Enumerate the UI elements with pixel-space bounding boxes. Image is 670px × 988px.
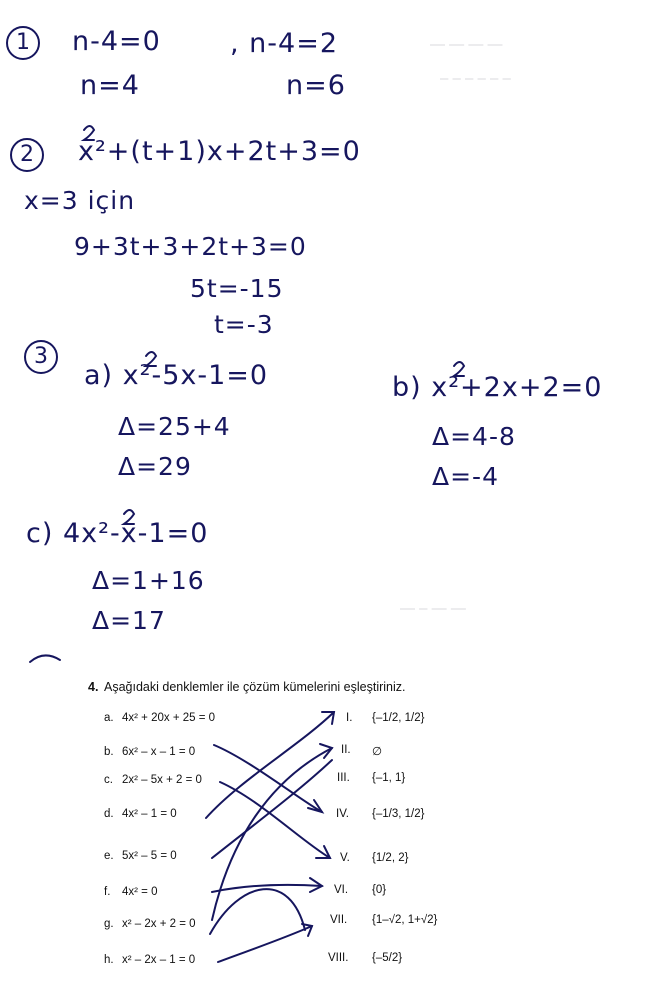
q3c-line-2: Δ=1+16 — [92, 566, 205, 595]
bleed-through-text: – – – – – – — [440, 70, 511, 87]
question-3-number: 3 — [24, 340, 58, 374]
equation-text: x² – 2x + 2 = 0 — [122, 918, 196, 930]
equation-letter: b. — [104, 746, 114, 758]
equation-letter: h. — [104, 954, 114, 966]
q2-line-5: t=-3 — [214, 310, 274, 339]
equation-text: 5x² – 5 = 0 — [122, 850, 177, 862]
equation-letter: f. — [104, 886, 111, 898]
equation-letter: d. — [104, 808, 114, 820]
solution-roman: IV. — [336, 808, 350, 820]
equation-letter: e. — [104, 850, 114, 862]
solution-set: {1–√2, 1+√2} — [372, 914, 438, 926]
solution-roman: I. — [346, 712, 353, 724]
question-4-title: Aşağıdaki denklemler ile çözüm kümelerini eşleştiriniz. — [104, 680, 406, 694]
solution-set: {1/2, 2} — [372, 852, 409, 864]
q1-line-2: , n-4=2 — [230, 28, 338, 59]
solution-roman: VI. — [334, 884, 349, 896]
bleed-through-text: — — — — — [430, 36, 503, 53]
question-4-number: 4. — [88, 680, 99, 694]
solution-set: {–1/2, 1/2} — [372, 712, 425, 724]
equation-letter: g. — [104, 918, 114, 930]
equation-text: 4x² – 1 = 0 — [122, 808, 177, 820]
equation-letter: c. — [104, 774, 113, 786]
question-2-number: 2 — [10, 138, 44, 172]
solution-roman: III. — [337, 772, 350, 784]
equation-letter: a. — [104, 712, 114, 724]
printed-question-4 — [0, 648, 670, 988]
q1-line-4: n=6 — [286, 70, 346, 101]
q3a-line-2: Δ=25+4 — [118, 412, 231, 441]
equation-text: 6x² – x – 1 = 0 — [122, 746, 196, 758]
q1-line-3: n=4 — [80, 70, 140, 101]
solution-set: {0} — [372, 884, 387, 896]
q3a-equation: a) x²-5x-1=0 — [84, 360, 269, 391]
question-1-number: 1 — [6, 26, 40, 60]
q2-line-4: 5t=-15 — [190, 274, 284, 303]
q3c-line-3: Δ=17 — [92, 606, 166, 635]
solution-roman: VII. — [330, 914, 348, 926]
equation-text: 4x² = 0 — [122, 886, 158, 898]
q2-line-2: x=3 için — [24, 186, 136, 215]
q3b-line-2: Δ=4-8 — [432, 422, 516, 451]
solution-set: ∅ — [372, 746, 383, 758]
q3b-line-3: Δ=-4 — [432, 462, 499, 491]
solution-set: {–1, 1} — [372, 772, 406, 784]
q3c-equation: c) 4x²-x-1=0 — [26, 518, 209, 549]
solution-set: {–1/3, 1/2} — [372, 808, 425, 820]
q3b-equation: b) x²+2x+2=0 — [392, 372, 603, 403]
q1-line-1: n-4=0 — [72, 26, 161, 57]
q2-line-3: 9+3t+3+2t+3=0 — [74, 232, 307, 261]
solution-roman: V. — [340, 852, 350, 864]
q3a-line-3: Δ=29 — [118, 452, 192, 481]
solution-roman: VIII. — [328, 952, 349, 964]
equation-text: x² – 2x – 1 = 0 — [122, 954, 196, 966]
solution-roman: II. — [341, 744, 351, 756]
q2-line-1: x²+(t+1)x+2t+3=0 — [78, 136, 361, 167]
equation-text: 4x² + 20x + 25 = 0 — [122, 712, 216, 724]
bleed-through-text: — – — — — [400, 600, 466, 617]
equation-text: 2x² – 5x + 2 = 0 — [122, 774, 202, 786]
solution-set: {–5/2} — [372, 952, 403, 964]
